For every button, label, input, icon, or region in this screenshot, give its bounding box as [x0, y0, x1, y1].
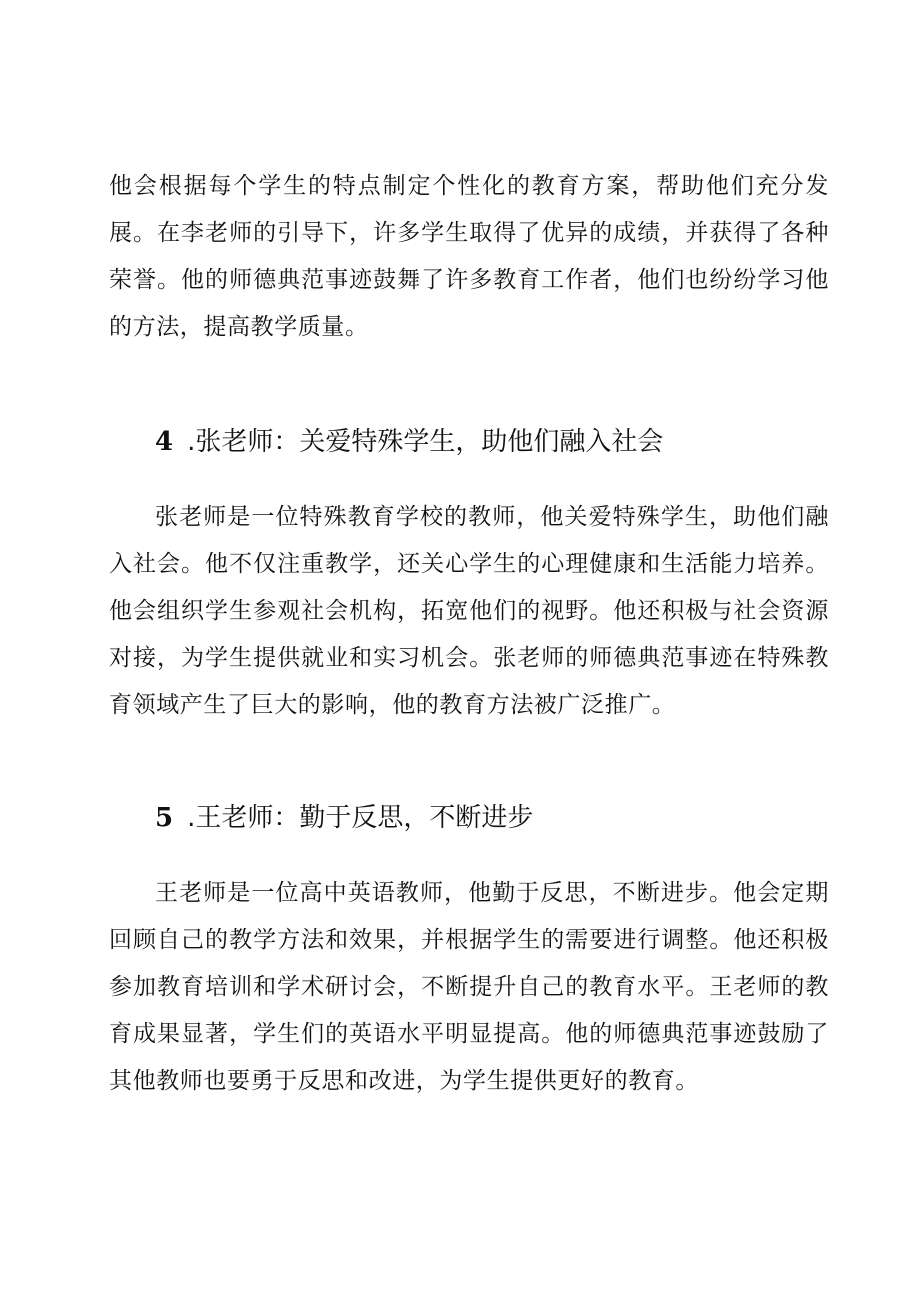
intro-block	[109, 163, 829, 351]
section-4-body: 张老师是一位特殊教育学校的教师，他关爱特殊学生，助他们融入社会。他不仅注重教学，还关心学生的心理健康和生活能力培养。他会组织学生参观社会机构，拓宽他们的视野。他还积极与社会资源对接，为学生提供就业和实习机会。张老师的师德典范事迹在特殊教育领域产生了巨大的影响，他的教育方法被广泛推广。	[109, 504, 829, 718]
intro-paragraph: 他会根据每个学生的特点制定个性化的教育方案，帮助他们充分发展。在李老师的引导下，许多学生取得了优异的成绩，并获得了各种荣誉。他的师德典范事迹鼓舞了许多教育工作者，他们也纷纷学习他的方法，提高教学质量。	[109, 173, 829, 340]
section-4-number: 4	[155, 427, 174, 457]
section-4-heading	[155, 425, 663, 459]
section-5-body: 王老师是一位高中英语教师，他勤于反思，不断进步。他会定期回顾自己的教学方法和效果，并根据学生的需要进行调整。他还积极参加教育培训和学术研讨会，不断提升自己的教育水平。王老师的教育成果显著，学生们的英语水平明显提高。他的师德典范事迹鼓励了其他教师也要勇于反思和改进，为学生提供更好的教育。	[109, 880, 829, 1094]
section-5-number: 5	[155, 803, 174, 833]
section-5-title: .王老师：勤于反思，不断进步	[187, 803, 534, 833]
section-5-block	[109, 870, 829, 1105]
section-5-heading	[155, 801, 533, 835]
section-4-block	[109, 494, 829, 729]
section-4-title: .张老师：关爱特殊学生，助他们融入社会	[187, 427, 664, 457]
